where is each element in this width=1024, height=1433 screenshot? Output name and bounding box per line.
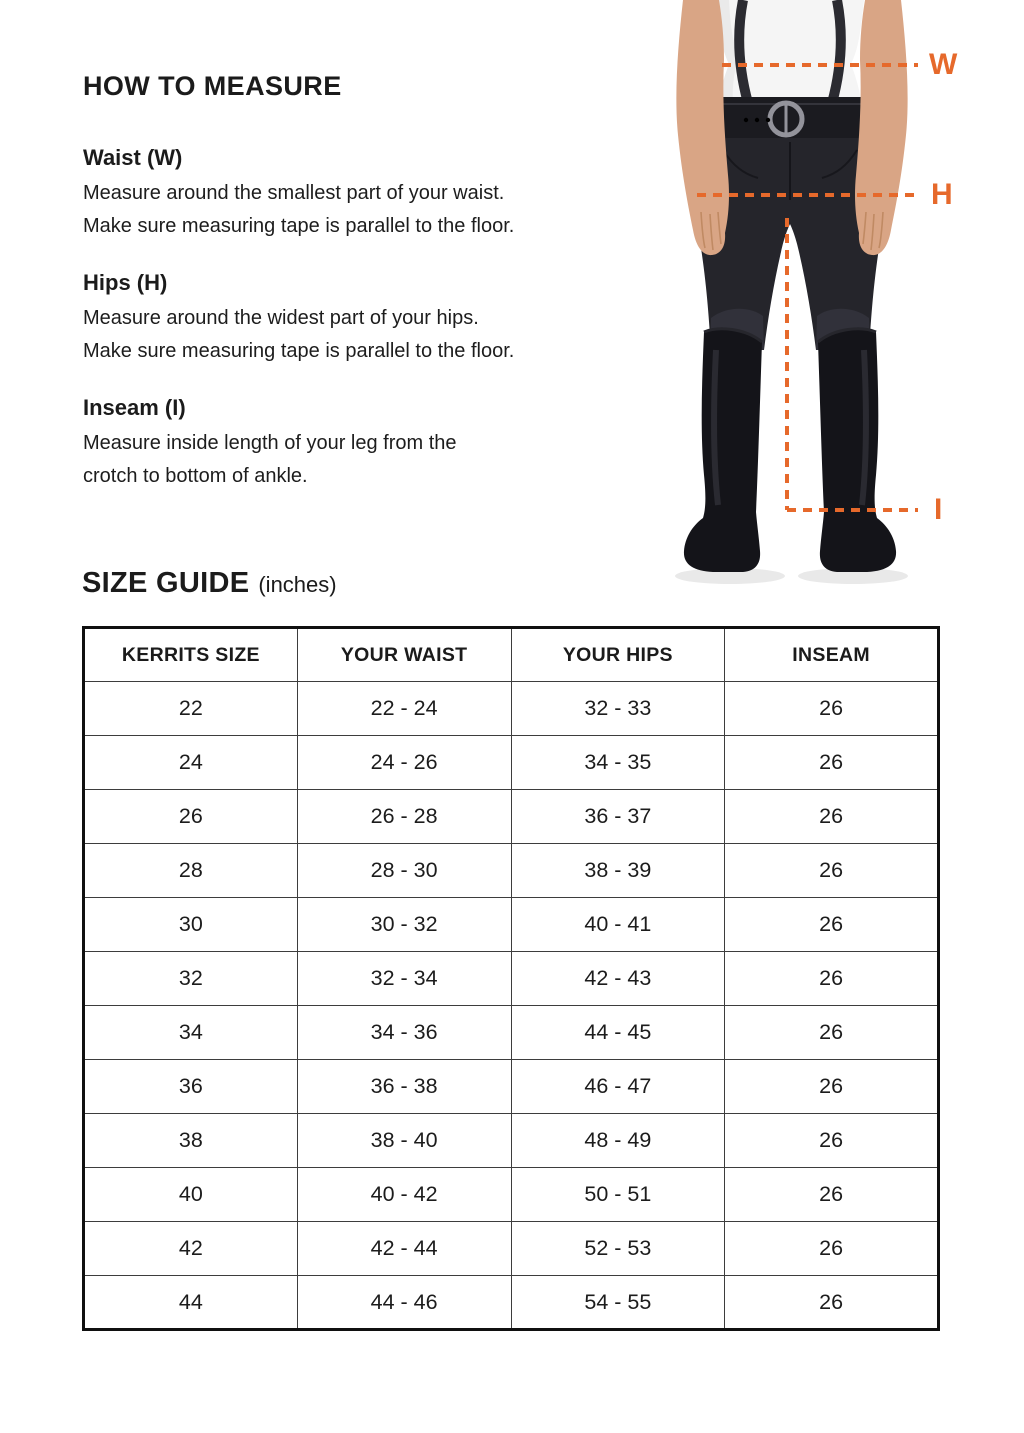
table-cell: 26	[725, 1276, 939, 1330]
boot	[818, 329, 896, 572]
table-cell: 26	[725, 898, 939, 952]
measure-instruction	[83, 147, 663, 243]
table-cell: 26	[725, 1168, 939, 1222]
table-cell: 38 - 39	[511, 844, 725, 898]
table-cell: 26	[84, 790, 298, 844]
size-table-header-row	[84, 628, 939, 682]
table-cell: 22	[84, 682, 298, 736]
table-cell: 44 - 45	[511, 1006, 725, 1060]
model-right-arm	[855, 0, 908, 255]
table-cell: 54 - 55	[511, 1276, 725, 1330]
measure-text: Measure around the smallest part of your waist. Make sure measuring tape is parallel to the floor.	[83, 182, 515, 237]
table-cell: 46 - 47	[511, 1060, 725, 1114]
table-cell: 34 - 36	[297, 1006, 511, 1060]
table-cell: 52 - 53	[511, 1222, 725, 1276]
table-cell: 34	[84, 1006, 298, 1060]
table-row	[84, 790, 939, 844]
table-cell: 30	[84, 898, 298, 952]
measure-text: Measure around the widest part of your hips. Make sure measuring tape is parallel to the floor.	[83, 307, 515, 362]
table-cell: 44 - 46	[297, 1276, 511, 1330]
belt-hole	[744, 118, 748, 122]
how-to-measure-section	[83, 73, 663, 522]
belt-hole	[755, 118, 759, 122]
table-cell: 26 - 28	[297, 790, 511, 844]
table-cell: 28	[84, 844, 298, 898]
measure-sections	[83, 147, 663, 493]
table-cell: 26	[725, 1060, 939, 1114]
table-cell: 22 - 24	[297, 682, 511, 736]
table-cell: 42 - 44	[297, 1222, 511, 1276]
table-cell: 42	[84, 1222, 298, 1276]
hips-label: H	[931, 178, 953, 211]
table-row	[84, 1006, 939, 1060]
boot	[684, 329, 762, 572]
table-row	[84, 1114, 939, 1168]
table-row	[84, 844, 939, 898]
table-cell: 26	[725, 1006, 939, 1060]
size-guide-unit: (inches)	[258, 572, 337, 597]
table-cell: 36	[84, 1060, 298, 1114]
table-cell: 44	[84, 1276, 298, 1330]
table-cell: 38 - 40	[297, 1114, 511, 1168]
table-cell: 40	[84, 1168, 298, 1222]
model-figure	[640, 0, 1024, 600]
table-row	[84, 1222, 939, 1276]
table-row	[84, 1276, 939, 1330]
table-cell: 28 - 30	[297, 844, 511, 898]
table-cell: 36 - 38	[297, 1060, 511, 1114]
measure-instruction	[83, 272, 663, 368]
table-row	[84, 682, 939, 736]
column-header: YOUR HIPS	[511, 628, 725, 682]
size-table-body	[84, 682, 939, 1330]
column-header: KERRITS SIZE	[84, 628, 298, 682]
table-cell: 38	[84, 1114, 298, 1168]
table-cell: 48 - 49	[511, 1114, 725, 1168]
model-left-arm	[676, 0, 729, 255]
table-cell: 32 - 33	[511, 682, 725, 736]
table-cell: 32 - 34	[297, 952, 511, 1006]
table-cell: 24 - 26	[297, 736, 511, 790]
column-header: INSEAM	[725, 628, 939, 682]
size-guide-heading	[82, 569, 942, 598]
measure-heading: Waist (W)	[83, 145, 183, 170]
belt-hole	[766, 118, 770, 122]
table-cell: 26	[725, 736, 939, 790]
measure-heading: Hips (H)	[83, 270, 168, 295]
measure-heading: Inseam (I)	[83, 395, 186, 420]
table-cell: 36 - 37	[511, 790, 725, 844]
table-cell: 50 - 51	[511, 1168, 725, 1222]
table-cell: 26	[725, 952, 939, 1006]
table-cell: 26	[725, 1222, 939, 1276]
table-row	[84, 952, 939, 1006]
table-cell: 32	[84, 952, 298, 1006]
table-cell: 30 - 32	[297, 898, 511, 952]
size-table	[82, 626, 940, 1331]
model-photo	[640, 0, 1024, 600]
table-row	[84, 898, 939, 952]
how-to-measure-title: HOW TO MEASURE	[83, 71, 342, 101]
size-guide-title: SIZE GUIDE	[82, 567, 250, 599]
table-cell: 24	[84, 736, 298, 790]
table-cell: 26	[725, 790, 939, 844]
size-guide-section	[82, 569, 942, 1331]
table-row	[84, 1168, 939, 1222]
table-row	[84, 736, 939, 790]
table-cell: 42 - 43	[511, 952, 725, 1006]
column-header: YOUR WAIST	[297, 628, 511, 682]
table-cell: 40 - 42	[297, 1168, 511, 1222]
table-cell: 26	[725, 682, 939, 736]
waist-label: W	[929, 48, 958, 81]
inseam-label: I	[934, 493, 943, 526]
table-cell: 34 - 35	[511, 736, 725, 790]
table-cell: 40 - 41	[511, 898, 725, 952]
measure-text: Measure inside length of your leg from the crotch to bottom of ankle.	[83, 432, 457, 487]
table-cell: 26	[725, 1114, 939, 1168]
measure-instruction	[83, 397, 663, 493]
table-cell: 26	[725, 844, 939, 898]
table-row	[84, 1060, 939, 1114]
